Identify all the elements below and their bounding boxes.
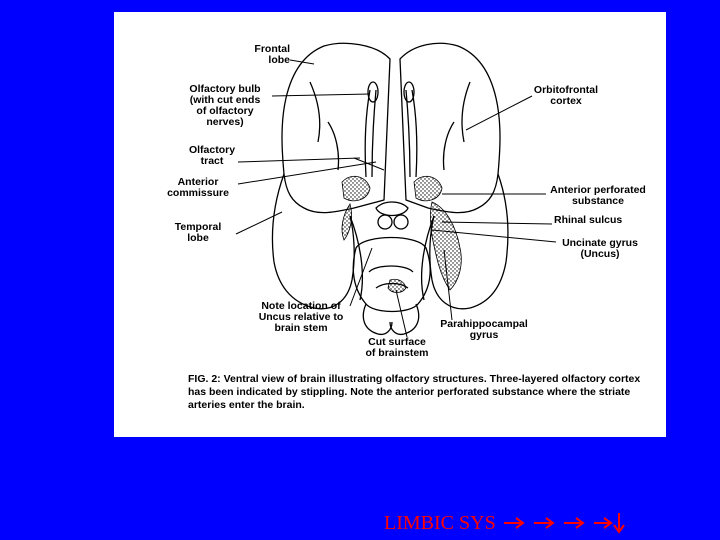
label-cut-surface: Cut surface of brainstem (365, 336, 429, 359)
left-perforated-substance (342, 176, 370, 200)
slide-title: LIMBIC SYS (384, 511, 496, 534)
label-rhinal-sulcus: Rhinal sulcus (554, 214, 623, 226)
label-parahippocampal-gyrus: Parahippocampal gyrus (440, 318, 528, 341)
label-olfactory-tract: Olfactory tract (188, 144, 236, 167)
label-uncinate-gyrus: Uncinate gyrus (Uncus) (562, 237, 638, 260)
label-temporal-lobe: Temporal lobe (174, 221, 222, 244)
right-olfactory-tract (406, 90, 410, 177)
parahippocampal-stipple (431, 202, 462, 290)
footer-nav (384, 510, 626, 536)
brainstem (353, 238, 430, 312)
caption-text: Ventral view of brain illustrating olfactory structures. Three-layered olfactory cortex has been indicated by stippling. Note the anterior perforated substance where the striate arteries enter the brain. (188, 373, 641, 411)
arrow-right-icon[interactable] (502, 515, 526, 531)
label-anterior-commissure: Anterior commissure (167, 176, 229, 199)
right-perforated-substance (414, 176, 442, 200)
label-orbitofrontal-cortex: Orbitofrontal cortex (533, 84, 599, 107)
label-anterior-perforated: Anterior perforated substance (550, 184, 646, 207)
arrow-right-icon[interactable] (562, 515, 586, 531)
label-olfactory-bulb: Olfactory bulb (with cut ends of olfactory nerves) (189, 83, 261, 128)
arrow-right-down-icon[interactable] (592, 512, 626, 534)
figure-panel (114, 12, 666, 437)
label-note-uncus: Note location of Uncus relative to brain stem (258, 300, 344, 334)
left-temporal-lobe (272, 174, 354, 309)
arrow-right-icon[interactable] (532, 515, 556, 531)
figure-caption (188, 373, 648, 412)
label-frontal-lobe: Frontal lobe (254, 43, 290, 66)
figure-number: FIG. 2: (188, 373, 221, 385)
